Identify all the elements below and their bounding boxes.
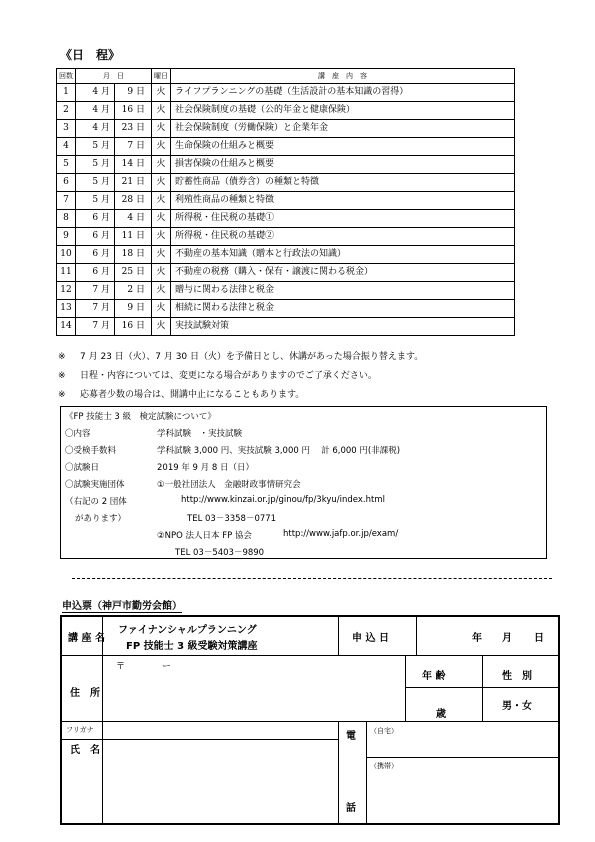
header-dow: 曜日 (152, 69, 171, 84)
row-content: 貯蓄性商品（債券含）の種類と特徴 (171, 174, 515, 192)
row-day: 4 日 (115, 210, 152, 228)
schedule-row (57, 120, 515, 138)
row-month: 4 月 (76, 120, 115, 138)
form-title: 申込票（神戸市勤労会館） (62, 597, 182, 613)
row-content: 社会保険制度の基礎（公的年金と健康保険） (171, 102, 515, 120)
form-divider (416, 617, 417, 655)
row-month: 6 月 (76, 228, 115, 246)
row-number: 12 (57, 282, 76, 300)
row-month: 4 月 (76, 102, 115, 120)
exam-fee-label: 〇受検手数料 (65, 446, 117, 456)
schedule-row (57, 84, 515, 102)
phone-mobile-label: （携帯） (370, 762, 398, 770)
furigana-label: フリガナ (66, 726, 94, 734)
application-form (60, 615, 560, 825)
row-weekday: 火 (152, 318, 171, 336)
exam-org1: ①一般社団法人 金融財政事情研究会 (157, 480, 301, 490)
exam-org2: ②NPO 法人日本 FP 協会 (157, 531, 252, 541)
row-number: 6 (57, 174, 76, 192)
row-weekday: 火 (152, 228, 171, 246)
schedule-row (57, 192, 515, 210)
postal-mark: 〒 (116, 662, 126, 672)
row-weekday: 火 (152, 84, 171, 102)
row-number: 3 (57, 120, 76, 138)
row-weekday: 火 (152, 264, 171, 282)
form-divider (366, 757, 558, 758)
row-number: 2 (57, 102, 76, 120)
row-day: 23 日 (115, 120, 152, 138)
sex-label: 性 別 (502, 671, 532, 682)
form-divider (102, 617, 103, 823)
row-number: 14 (57, 318, 76, 336)
row-day: 7 日 (115, 138, 152, 156)
form-divider (62, 739, 338, 740)
form-divider (366, 721, 367, 823)
exam-content-label: 〇内容 (65, 429, 91, 439)
row-month: 7 月 (76, 300, 115, 318)
row-content: 実技試験対策 (171, 318, 515, 336)
age-label: 年 齢 (422, 671, 446, 682)
course-label: 講 座 名 (68, 633, 105, 644)
row-content: 相続に関わる法律と税金 (171, 300, 515, 318)
row-day: 25 日 (115, 264, 152, 282)
schedule-row (57, 300, 515, 318)
apply-day-unit: 日 (534, 633, 544, 644)
row-weekday: 火 (152, 210, 171, 228)
row-month: 7 月 (76, 282, 115, 300)
form-divider (338, 721, 339, 823)
row-day: 9 日 (115, 84, 152, 102)
row-weekday: 火 (152, 138, 171, 156)
exam-title: 《FP 技能士 3 級 検定試験について》 (65, 412, 216, 422)
row-number: 1 (57, 84, 76, 102)
row-content: ライフプランニングの基礎（生活設計の基本知識の習得） (171, 84, 515, 102)
form-divider (62, 721, 558, 722)
note-line: ※ 応募者少数の場合は、開講中止になることもあります。 (58, 390, 305, 400)
apply-month-unit: 月 (502, 633, 512, 644)
row-number: 13 (57, 300, 76, 318)
row-content: 贈与に関わる法律と税金 (171, 282, 515, 300)
schedule-row (57, 264, 515, 282)
row-month: 4 月 (76, 84, 115, 102)
row-month: 5 月 (76, 192, 115, 210)
schedule-row (57, 102, 515, 120)
row-day: 9 日 (115, 300, 152, 318)
row-day: 28 日 (115, 192, 152, 210)
schedule-row (57, 282, 515, 300)
form-divider (405, 655, 406, 721)
schedule-row (57, 228, 515, 246)
row-number: 9 (57, 228, 76, 246)
row-weekday: 火 (152, 120, 171, 138)
row-content: 生命保険の仕組みと概要 (171, 138, 515, 156)
schedule-row (57, 138, 515, 156)
row-month: 5 月 (76, 138, 115, 156)
form-divider (62, 655, 558, 656)
schedule-heading: 《日 程》 (60, 48, 121, 62)
exam-org2-url[interactable]: http://www.jafp.or.jp/exam/ (283, 529, 399, 539)
row-content: 損害保険の仕組みと概要 (171, 156, 515, 174)
name-label: 氏 名 (70, 745, 100, 756)
phone-label-top: 電 (346, 731, 356, 742)
apply-date-label: 申 込 日 (352, 633, 389, 644)
row-month: 6 月 (76, 246, 115, 264)
exam-info-box (60, 406, 547, 559)
header-date: 月 日 (76, 69, 152, 84)
schedule-row (57, 246, 515, 264)
address-label: 住 所 (70, 688, 100, 699)
row-day: 11 日 (115, 228, 152, 246)
note-line: ※ 日程・内容については、変更になる場合がありますのでご了承ください。 (58, 371, 377, 381)
schedule-table (56, 68, 515, 336)
row-month: 5 月 (76, 156, 115, 174)
header-content: 講 座 内 容 (171, 69, 515, 84)
course-name-line1: ファイナンシャルプランニング (118, 625, 257, 636)
exam-content-value: 学科試験 ・実技試験 (157, 429, 243, 439)
note-line: ※ 7 月 23 日（火）、7 月 30 日（火）を予備日とし、休講があった場合振り替えます。 (58, 352, 424, 362)
row-day: 16 日 (115, 318, 152, 336)
row-number: 5 (57, 156, 76, 174)
row-number: 11 (57, 264, 76, 282)
row-weekday: 火 (152, 174, 171, 192)
row-weekday: 火 (152, 300, 171, 318)
row-day: 2 日 (115, 282, 152, 300)
exam-org-label: 〇試験実施団体 (65, 480, 125, 490)
row-weekday: 火 (152, 282, 171, 300)
row-number: 7 (57, 192, 76, 210)
row-content: 不動産の基本知識（贈本と行政法の知識） (171, 246, 515, 264)
form-divider (338, 617, 339, 655)
exam-org1-tel: TEL 03－3358－0771 (187, 514, 277, 524)
row-content: 利殖性商品の種類と特徴 (171, 192, 515, 210)
row-content: 所得税・住民税の基礎① (171, 210, 515, 228)
postal-dash: ー (162, 662, 172, 672)
row-weekday: 火 (152, 192, 171, 210)
row-content: 不動産の税務（購入・保有・譲渡に関わる税金） (171, 264, 515, 282)
cut-line (72, 578, 552, 579)
row-day: 14 日 (115, 156, 152, 174)
row-number: 10 (57, 246, 76, 264)
exam-date-value: 2019 年 9 月 8 日（日） (157, 463, 254, 473)
phone-home-label: （自宅） (370, 727, 398, 735)
row-weekday: 火 (152, 102, 171, 120)
exam-note-line1: （右記の 2 団体 (65, 497, 127, 507)
course-name-line2: FP 技能士 3 級受験対策講座 (126, 641, 258, 652)
schedule-header-row (57, 69, 515, 84)
apply-year-unit: 年 (472, 633, 482, 644)
row-day: 16 日 (115, 102, 152, 120)
schedule-row (57, 210, 515, 228)
exam-note-line2: があります） (75, 514, 127, 524)
row-day: 21 日 (115, 174, 152, 192)
exam-org2-tel: TEL 03－5403－9890 (175, 548, 265, 558)
sex-value[interactable]: 男・女 (502, 701, 532, 712)
row-month: 6 月 (76, 264, 115, 282)
age-unit: 歳 (436, 709, 446, 720)
schedule-row (57, 174, 515, 192)
row-month: 6 月 (76, 210, 115, 228)
exam-org1-url[interactable]: http://www.kinzai.or.jp/ginou/fp/3kyu/index.html (181, 495, 385, 505)
form-divider (482, 655, 483, 721)
exam-fee-value: 学科試験 3,000 円、実技試験 3,000 円 計 6,000 円(非課税) (157, 446, 401, 456)
schedule-notes (58, 348, 423, 405)
phone-label-bottom: 話 (346, 803, 356, 814)
row-content: 社会保険制度（労働保険）と企業年金 (171, 120, 515, 138)
row-month: 7 月 (76, 318, 115, 336)
header-no: 回数 (57, 69, 76, 84)
row-day: 18 日 (115, 246, 152, 264)
schedule-row (57, 156, 515, 174)
row-content: 所得税・住民税の基礎② (171, 228, 515, 246)
schedule-row (57, 318, 515, 336)
row-number: 8 (57, 210, 76, 228)
row-weekday: 火 (152, 246, 171, 264)
row-number: 4 (57, 138, 76, 156)
row-weekday: 火 (152, 156, 171, 174)
row-month: 5 月 (76, 174, 115, 192)
exam-date-label: 〇試験日 (65, 463, 100, 473)
